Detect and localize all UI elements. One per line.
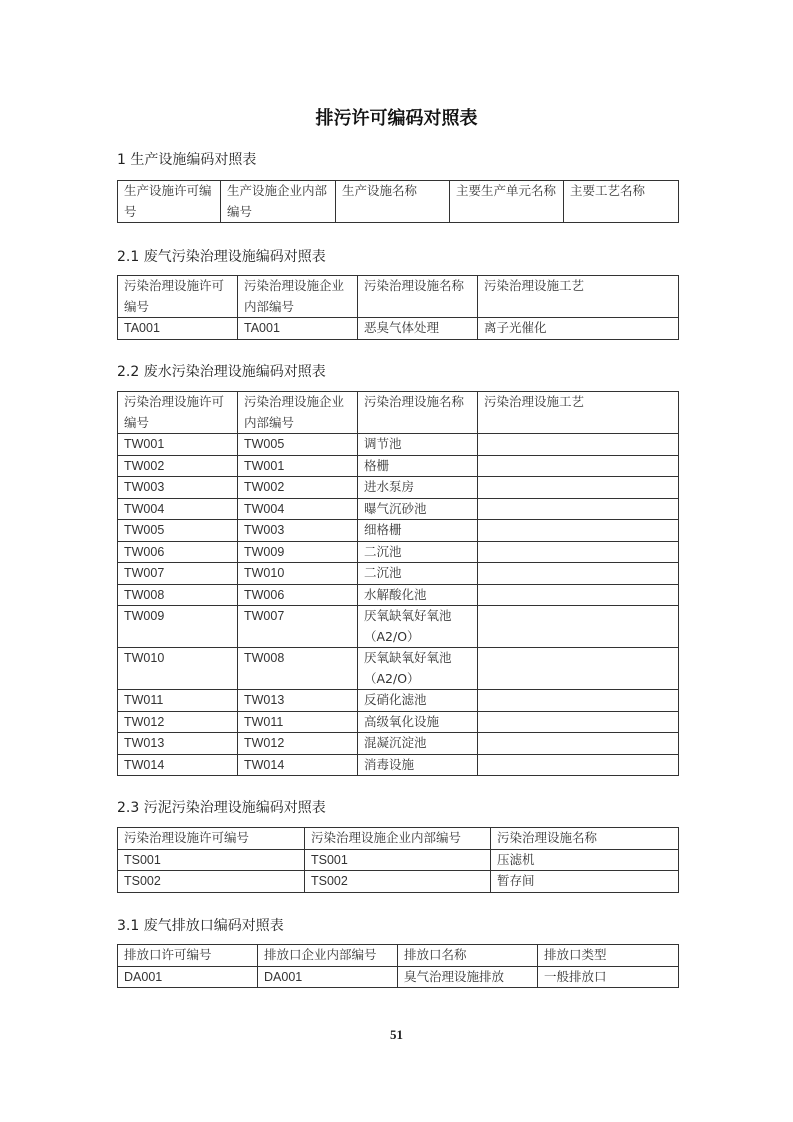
table-cell: TW008 — [238, 648, 358, 690]
column-header: 污染治理设施工艺 — [478, 392, 679, 434]
table-cell: TW013 — [238, 690, 358, 712]
table-cell — [478, 690, 679, 712]
table-cell: 高级氧化设施 — [358, 711, 478, 733]
table-row — [118, 520, 679, 542]
table-row — [118, 606, 679, 648]
table-cell — [478, 477, 679, 499]
column-header: 污染治理设施许可编号 — [118, 828, 305, 850]
table-cell — [478, 711, 679, 733]
table-row — [118, 563, 679, 585]
table-cell: TW005 — [118, 520, 238, 542]
column-header: 排放口许可编号 — [118, 945, 258, 967]
table-row — [118, 733, 679, 755]
table-cell: 厌氧缺氧好氧池（A2/O） — [358, 606, 478, 648]
table-cell: DA001 — [258, 966, 398, 988]
table-cell: TW001 — [118, 434, 238, 456]
table-header-row — [118, 392, 679, 434]
column-header: 排放口名称 — [398, 945, 538, 967]
table-cell: 暂存间 — [491, 871, 679, 893]
table-row — [118, 434, 679, 456]
table-cell: TW011 — [238, 711, 358, 733]
table-cell: 反硝化滤池 — [358, 690, 478, 712]
table-cell: 细格栅 — [358, 520, 478, 542]
waste-gas-facility-table — [117, 275, 679, 340]
table-cell: 进水泵房 — [358, 477, 478, 499]
table-cell: TW001 — [238, 455, 358, 477]
column-header: 主要生产单元名称 — [450, 181, 564, 223]
table-cell: TS002 — [305, 871, 491, 893]
page-title: 排污许可编码对照表 — [315, 108, 478, 129]
table-row — [118, 498, 679, 520]
section-heading-outlet: 3.1 废气排放口编码对照表 — [117, 918, 284, 934]
column-header: 污染治理设施企业内部编号 — [238, 392, 358, 434]
column-header: 生产设施企业内部编号 — [221, 181, 336, 223]
column-header: 污染治理设施企业内部编号 — [305, 828, 491, 850]
table-cell: TW013 — [118, 733, 238, 755]
table-cell: TW014 — [118, 754, 238, 776]
table-cell: TW008 — [118, 584, 238, 606]
column-header: 排放口类型 — [538, 945, 679, 967]
table-cell — [478, 648, 679, 690]
column-header: 生产设施许可编号 — [118, 181, 221, 223]
table-cell — [478, 754, 679, 776]
column-header: 主要工艺名称 — [564, 181, 679, 223]
table-cell: TW007 — [118, 563, 238, 585]
table-row — [118, 541, 679, 563]
column-header: 污染治理设施名称 — [491, 828, 679, 850]
table-cell — [478, 733, 679, 755]
section-heading-sludge: 2.3 污泥污染治理设施编码对照表 — [117, 800, 326, 816]
table-cell: 二沉池 — [358, 563, 478, 585]
table-row — [118, 648, 679, 690]
table-cell: TW009 — [118, 606, 238, 648]
column-header: 排放口企业内部编号 — [258, 945, 398, 967]
column-header: 污染治理设施许可编号 — [118, 276, 238, 318]
table-cell: TW006 — [238, 584, 358, 606]
sludge-facility-table — [117, 827, 679, 893]
table-cell — [478, 541, 679, 563]
table-cell — [478, 520, 679, 542]
column-header: 污染治理设施名称 — [358, 276, 478, 318]
table-cell: DA001 — [118, 966, 258, 988]
table-cell: 压滤机 — [491, 849, 679, 871]
table-row — [118, 455, 679, 477]
table-cell — [478, 455, 679, 477]
table-cell: 厌氧缺氧好氧池（A2/O） — [358, 648, 478, 690]
table-cell: 二沉池 — [358, 541, 478, 563]
table-cell: TW004 — [118, 498, 238, 520]
column-header: 污染治理设施工艺 — [478, 276, 679, 318]
table-cell: TS002 — [118, 871, 305, 893]
waste-water-facility-table — [117, 391, 679, 776]
page-number: 51 — [390, 1027, 403, 1042]
table-cell: TW007 — [238, 606, 358, 648]
section-heading-waste-water: 2.2 废水污染治理设施编码对照表 — [117, 364, 326, 380]
section-heading-production: 1 生产设施编码对照表 — [117, 152, 257, 168]
table-cell: TW010 — [118, 648, 238, 690]
column-header: 污染治理设施名称 — [358, 392, 478, 434]
table-cell: TW002 — [238, 477, 358, 499]
table-cell: 调节池 — [358, 434, 478, 456]
table-cell: TW011 — [118, 690, 238, 712]
table-cell — [478, 498, 679, 520]
table-row — [118, 849, 679, 871]
table-cell: TW014 — [238, 754, 358, 776]
table-cell: TA001 — [238, 318, 358, 340]
table-cell — [478, 584, 679, 606]
table-cell — [478, 563, 679, 585]
table-cell: 消毒设施 — [358, 754, 478, 776]
table-cell: TW012 — [118, 711, 238, 733]
table-cell: 混凝沉淀池 — [358, 733, 478, 755]
table-cell: 格栅 — [358, 455, 478, 477]
table-header-row — [118, 945, 679, 967]
column-header: 污染治理设施企业内部编号 — [238, 276, 358, 318]
table-cell: 水解酸化池 — [358, 584, 478, 606]
table-cell: TW003 — [118, 477, 238, 499]
table-cell: 一般排放口 — [538, 966, 679, 988]
table-row — [118, 318, 679, 340]
table-row — [118, 966, 679, 988]
column-header: 生产设施名称 — [336, 181, 450, 223]
table-cell: TS001 — [118, 849, 305, 871]
table-cell: TW002 — [118, 455, 238, 477]
table-cell — [478, 434, 679, 456]
table-row — [118, 754, 679, 776]
table-header-row — [118, 276, 679, 318]
column-header: 污染治理设施许可编号 — [118, 392, 238, 434]
table-cell: TW005 — [238, 434, 358, 456]
section-heading-waste-gas: 2.1 废气污染治理设施编码对照表 — [117, 249, 326, 265]
table-cell: TW004 — [238, 498, 358, 520]
table-cell: 恶臭气体处理 — [358, 318, 478, 340]
table-row — [118, 871, 679, 893]
table-header-row — [118, 828, 679, 850]
outlet-table — [117, 944, 679, 988]
table-cell: TA001 — [118, 318, 238, 340]
table-cell: TW012 — [238, 733, 358, 755]
table-cell: 臭气治理设施排放 — [398, 966, 538, 988]
table-cell — [478, 606, 679, 648]
table-row — [118, 584, 679, 606]
table-row — [118, 711, 679, 733]
production-facility-table — [117, 180, 679, 223]
table-cell: TW010 — [238, 563, 358, 585]
table-cell: TW003 — [238, 520, 358, 542]
table-row — [118, 690, 679, 712]
table-cell: TW009 — [238, 541, 358, 563]
table-cell: TS001 — [305, 849, 491, 871]
table-row — [118, 477, 679, 499]
table-cell: 曝气沉砂池 — [358, 498, 478, 520]
table-cell: 离子光催化 — [478, 318, 679, 340]
table-cell: TW006 — [118, 541, 238, 563]
table-header-row — [118, 181, 679, 223]
